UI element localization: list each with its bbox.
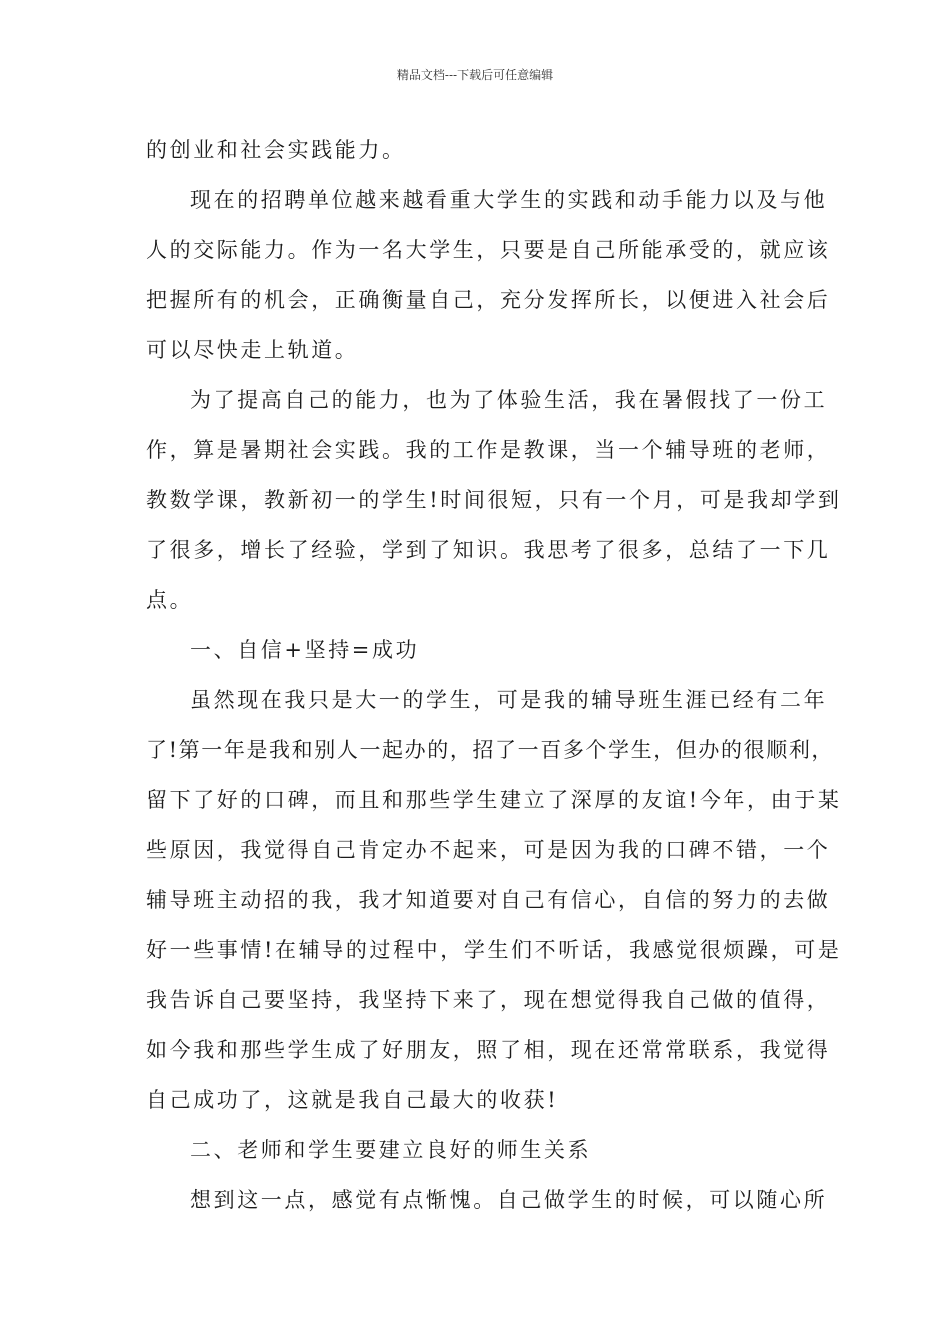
section-heading: 一、自信+坚持=成功 (190, 638, 420, 662)
text-line: 把握所有的机会，正确衡量自己，充分发挥所长，以便进入社会后 (146, 288, 831, 312)
text-line: 想到这一点，感觉有点惭愧。自己做学生的时候，可以随心所 (190, 1188, 828, 1212)
text-line: 的创业和社会实践能力。 (146, 138, 406, 162)
text-line: 了很多，增长了经验，学到了知识。我思考了很多，总结了一下几 (146, 538, 831, 562)
section-heading: 二、老师和学生要建立良好的师生关系 (190, 1138, 592, 1162)
text-line: 了!第一年是我和别人一起办的，招了一百多个学生，但办的很顺利， (146, 738, 835, 762)
text-line: 留下了好的口碑，而且和那些学生建立了深厚的友谊!今年，由于某 (146, 788, 842, 812)
text-line: 为了提高自己的能力，也为了体验生活，我在暑假找了一份工 (190, 388, 828, 412)
text-line: 点。 (146, 588, 194, 612)
text-line: 自己成功了，这就是我自己最大的收获! (146, 1088, 559, 1112)
text-line: 虽然现在我只是大一的学生，可是我的辅导班生涯已经有二年 (190, 688, 828, 712)
text-line: 现在的招聘单位越来越看重大学生的实践和动手能力以及与他 (190, 188, 828, 212)
text-line: 好一些事情!在辅导的过程中，学生们不听话，我感觉很烦躁，可是 (146, 938, 842, 962)
text-line: 如今我和那些学生成了好朋友，照了相，现在还常常联系，我觉得 (146, 1038, 831, 1062)
text-line: 辅导班主动招的我，我才知道要对自己有信心，自信的努力的去做 (146, 888, 831, 912)
text-line: 我告诉自己要坚持，我坚持下来了，现在想觉得我自己做的值得， (146, 988, 831, 1012)
text-line: 作，算是暑期社会实践。我的工作是教课，当一个辅导班的老师， (146, 438, 831, 462)
page-header: 精品文档---下载后可任意编辑 (396, 68, 554, 82)
text-line: 人的交际能力。作为一名大学生，只要是自己所能承受的，就应该 (146, 238, 831, 262)
text-line: 可以尽快走上轨道。 (146, 338, 359, 362)
text-line: 教数学课，教新初一的学生!时间很短，只有一个月，可是我却学到 (146, 488, 842, 512)
text-line: 些原因，我觉得自己肯定办不起来，可是因为我的口碑不错，一个 (146, 838, 831, 862)
